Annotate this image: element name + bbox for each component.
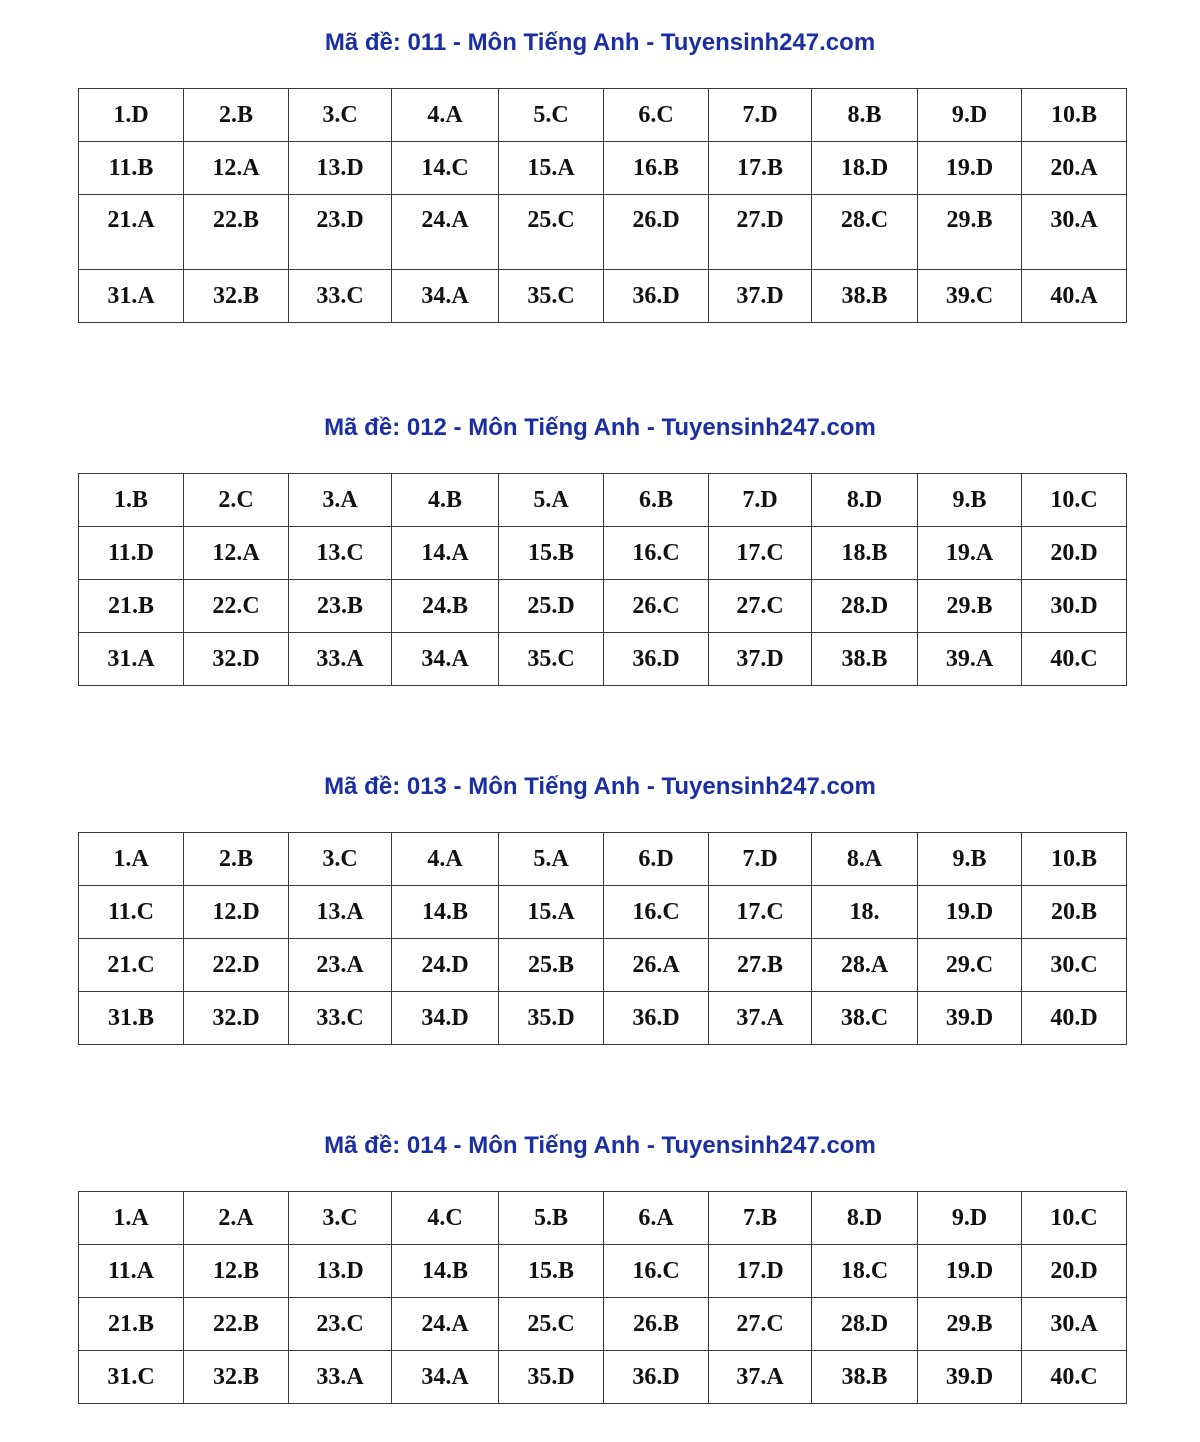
answer-cell: 23.D: [289, 195, 392, 270]
answer-cell: 20.D: [1022, 1245, 1127, 1298]
answer-cell: 6.C: [604, 89, 709, 142]
answer-cell: 8.B: [812, 89, 918, 142]
answer-cell: 36.D: [604, 992, 709, 1045]
answer-cell: 9.B: [918, 474, 1022, 527]
answer-cell: 9.D: [918, 89, 1022, 142]
answer-cell: 22.D: [184, 939, 289, 992]
answer-cell: 26.B: [604, 1298, 709, 1351]
answer-cell: 25.C: [499, 1298, 604, 1351]
answer-cell: 3.C: [289, 833, 392, 886]
answer-cell: 28.D: [812, 1298, 918, 1351]
answer-cell: 8.D: [812, 474, 918, 527]
answer-row: [79, 580, 1127, 633]
answer-cell: 35.C: [499, 633, 604, 686]
answer-cell: 21.C: [79, 939, 184, 992]
answer-cell: 24.D: [392, 939, 499, 992]
answer-cell: 10.B: [1022, 89, 1127, 142]
answer-cell: 18.C: [812, 1245, 918, 1298]
answer-cell: 23.A: [289, 939, 392, 992]
answer-cell: 37.A: [709, 1351, 812, 1404]
answer-cell: 11.C: [79, 886, 184, 939]
answer-cell: 29.B: [918, 580, 1022, 633]
answer-row: [79, 886, 1127, 939]
section-title: Mã đề: 013 - Môn Tiếng Anh - Tuyensinh247.com: [324, 773, 876, 800]
answer-cell: 17.B: [709, 142, 812, 195]
answer-cell: 25.C: [499, 195, 604, 270]
answer-cell: 27.C: [709, 1298, 812, 1351]
answer-cell: 21.B: [79, 1298, 184, 1351]
answer-cell: 4.A: [392, 89, 499, 142]
answer-cell: 40.C: [1022, 1351, 1127, 1404]
answer-cell: 35.D: [499, 1351, 604, 1404]
answer-cell: 37.D: [709, 270, 812, 323]
answer-cell: 18.B: [812, 527, 918, 580]
answer-cell: 4.A: [392, 833, 499, 886]
answer-cell: 5.C: [499, 89, 604, 142]
answer-cell: 12.B: [184, 1245, 289, 1298]
answer-cell: 38.B: [812, 633, 918, 686]
answer-cell: 16.B: [604, 142, 709, 195]
answer-cell: 28.C: [812, 195, 918, 270]
answer-cell: 26.A: [604, 939, 709, 992]
answer-cell: 19.D: [918, 886, 1022, 939]
answer-cell: 31.A: [79, 270, 184, 323]
answer-cell: 13.C: [289, 527, 392, 580]
answer-cell: 34.D: [392, 992, 499, 1045]
answer-cell: 5.B: [499, 1192, 604, 1245]
answer-cell: 6.B: [604, 474, 709, 527]
answer-cell: 33.A: [289, 1351, 392, 1404]
answer-cell: 16.C: [604, 527, 709, 580]
answer-cell: 30.C: [1022, 939, 1127, 992]
answer-cell: 30.A: [1022, 1298, 1127, 1351]
answer-cell: 33.C: [289, 992, 392, 1045]
answer-cell: 2.A: [184, 1192, 289, 1245]
answer-cell: 34.A: [392, 1351, 499, 1404]
answer-cell: 1.B: [79, 474, 184, 527]
answer-cell: 13.D: [289, 1245, 392, 1298]
answer-cell: 31.B: [79, 992, 184, 1045]
answer-cell: 31.A: [79, 633, 184, 686]
answer-cell: 14.B: [392, 886, 499, 939]
answer-cell: 15.B: [499, 1245, 604, 1298]
answer-cell: 16.C: [604, 886, 709, 939]
answer-cell: 1.A: [79, 833, 184, 886]
answer-cell: 27.B: [709, 939, 812, 992]
answer-row: [79, 939, 1127, 992]
answer-cell: 15.A: [499, 886, 604, 939]
answer-row: [79, 474, 1127, 527]
answer-cell: 39.A: [918, 633, 1022, 686]
answer-cell: 38.B: [812, 1351, 918, 1404]
answer-cell: 21.A: [79, 195, 184, 270]
answer-cell: 32.D: [184, 992, 289, 1045]
answer-table: [78, 1191, 1127, 1404]
answer-cell: 21.B: [79, 580, 184, 633]
answer-cell: 34.A: [392, 633, 499, 686]
answer-cell: 6.A: [604, 1192, 709, 1245]
answer-cell: 12.D: [184, 886, 289, 939]
answer-cell: 18.: [812, 886, 918, 939]
answer-cell: 7.D: [709, 89, 812, 142]
answer-cell: 17.C: [709, 527, 812, 580]
answer-cell: 23.C: [289, 1298, 392, 1351]
answer-cell: 36.D: [604, 1351, 709, 1404]
answer-cell: 29.C: [918, 939, 1022, 992]
answer-cell: 14.A: [392, 527, 499, 580]
answer-cell: 7.B: [709, 1192, 812, 1245]
answer-cell: 13.D: [289, 142, 392, 195]
answer-row: [79, 142, 1127, 195]
answer-cell: 12.A: [184, 527, 289, 580]
answer-cell: 5.A: [499, 833, 604, 886]
answer-cell: 20.D: [1022, 527, 1127, 580]
answer-cell: 2.C: [184, 474, 289, 527]
answer-cell: 3.C: [289, 89, 392, 142]
answer-cell: 26.C: [604, 580, 709, 633]
answer-cell: 30.A: [1022, 195, 1127, 270]
section-title: Mã đề: 012 - Môn Tiếng Anh - Tuyensinh247.com: [324, 414, 876, 441]
answer-cell: 36.D: [604, 633, 709, 686]
answer-cell: 27.D: [709, 195, 812, 270]
answer-cell: 1.A: [79, 1192, 184, 1245]
answer-cell: 19.D: [918, 1245, 1022, 1298]
answer-cell: 35.D: [499, 992, 604, 1045]
answer-cell: 9.D: [918, 1192, 1022, 1245]
answer-table: [78, 832, 1127, 1045]
answer-row: [79, 833, 1127, 886]
answer-cell: 39.D: [918, 1351, 1022, 1404]
answer-cell: 28.A: [812, 939, 918, 992]
answer-cell: 14.B: [392, 1245, 499, 1298]
answer-row: [79, 1351, 1127, 1404]
answer-cell: 19.A: [918, 527, 1022, 580]
answer-cell: 19.D: [918, 142, 1022, 195]
answer-cell: 5.A: [499, 474, 604, 527]
section-title: Mã đề: 014 - Môn Tiếng Anh - Tuyensinh247.com: [324, 1132, 876, 1159]
answer-row: [79, 527, 1127, 580]
answer-row: [79, 992, 1127, 1045]
answer-cell: 22.B: [184, 195, 289, 270]
answer-row: [79, 89, 1127, 142]
answer-cell: 25.B: [499, 939, 604, 992]
answer-cell: 34.A: [392, 270, 499, 323]
answer-cell: 28.D: [812, 580, 918, 633]
answer-cell: 40.A: [1022, 270, 1127, 323]
answer-cell: 12.A: [184, 142, 289, 195]
answer-cell: 13.A: [289, 886, 392, 939]
answer-cell: 3.A: [289, 474, 392, 527]
answer-cell: 33.A: [289, 633, 392, 686]
answer-cell: 8.D: [812, 1192, 918, 1245]
answer-cell: 32.B: [184, 270, 289, 323]
answer-cell: 29.B: [918, 195, 1022, 270]
answer-row: [79, 270, 1127, 323]
answer-cell: 9.B: [918, 833, 1022, 886]
answer-cell: 38.B: [812, 270, 918, 323]
answer-cell: 31.C: [79, 1351, 184, 1404]
answer-cell: 4.B: [392, 474, 499, 527]
answer-table: [78, 473, 1127, 686]
answer-cell: 29.B: [918, 1298, 1022, 1351]
answer-cell: 22.B: [184, 1298, 289, 1351]
answer-row: [79, 1298, 1127, 1351]
answer-table: [78, 88, 1127, 323]
answer-cell: 39.C: [918, 270, 1022, 323]
answer-cell: 33.C: [289, 270, 392, 323]
answer-row: [79, 1192, 1127, 1245]
answer-cell: 26.D: [604, 195, 709, 270]
answer-cell: 22.C: [184, 580, 289, 633]
answer-cell: 2.B: [184, 833, 289, 886]
answer-cell: 4.C: [392, 1192, 499, 1245]
answer-cell: 17.C: [709, 886, 812, 939]
answer-cell: 14.C: [392, 142, 499, 195]
answer-cell: 30.D: [1022, 580, 1127, 633]
answer-cell: 25.D: [499, 580, 604, 633]
answer-cell: 15.B: [499, 527, 604, 580]
answer-cell: 23.B: [289, 580, 392, 633]
answer-cell: 11.D: [79, 527, 184, 580]
answer-cell: 8.A: [812, 833, 918, 886]
answer-cell: 2.B: [184, 89, 289, 142]
answer-cell: 32.D: [184, 633, 289, 686]
answer-cell: 3.C: [289, 1192, 392, 1245]
answer-cell: 37.D: [709, 633, 812, 686]
answer-cell: 16.C: [604, 1245, 709, 1298]
answer-row: [79, 633, 1127, 686]
answer-cell: 24.A: [392, 195, 499, 270]
answer-cell: 10.B: [1022, 833, 1127, 886]
answer-cell: 39.D: [918, 992, 1022, 1045]
answer-cell: 40.C: [1022, 633, 1127, 686]
answer-cell: 11.A: [79, 1245, 184, 1298]
answer-cell: 11.B: [79, 142, 184, 195]
answer-cell: 10.C: [1022, 1192, 1127, 1245]
answer-cell: 7.D: [709, 833, 812, 886]
answer-cell: 17.D: [709, 1245, 812, 1298]
answer-cell: 40.D: [1022, 992, 1127, 1045]
answer-cell: 20.A: [1022, 142, 1127, 195]
answer-cell: 10.C: [1022, 474, 1127, 527]
answer-cell: 7.D: [709, 474, 812, 527]
answer-cell: 6.D: [604, 833, 709, 886]
answer-cell: 38.C: [812, 992, 918, 1045]
answer-cell: 27.C: [709, 580, 812, 633]
answer-cell: 24.B: [392, 580, 499, 633]
answer-cell: 1.D: [79, 89, 184, 142]
answer-cell: 37.A: [709, 992, 812, 1045]
answer-row: [79, 195, 1127, 270]
answer-cell: 36.D: [604, 270, 709, 323]
answer-cell: 15.A: [499, 142, 604, 195]
answer-row: [79, 1245, 1127, 1298]
answer-cell: 18.D: [812, 142, 918, 195]
answer-cell: 32.B: [184, 1351, 289, 1404]
answer-cell: 20.B: [1022, 886, 1127, 939]
answer-cell: 35.C: [499, 270, 604, 323]
section-title: Mã đề: 011 - Môn Tiếng Anh - Tuyensinh247.com: [324, 29, 876, 56]
answer-cell: 24.A: [392, 1298, 499, 1351]
